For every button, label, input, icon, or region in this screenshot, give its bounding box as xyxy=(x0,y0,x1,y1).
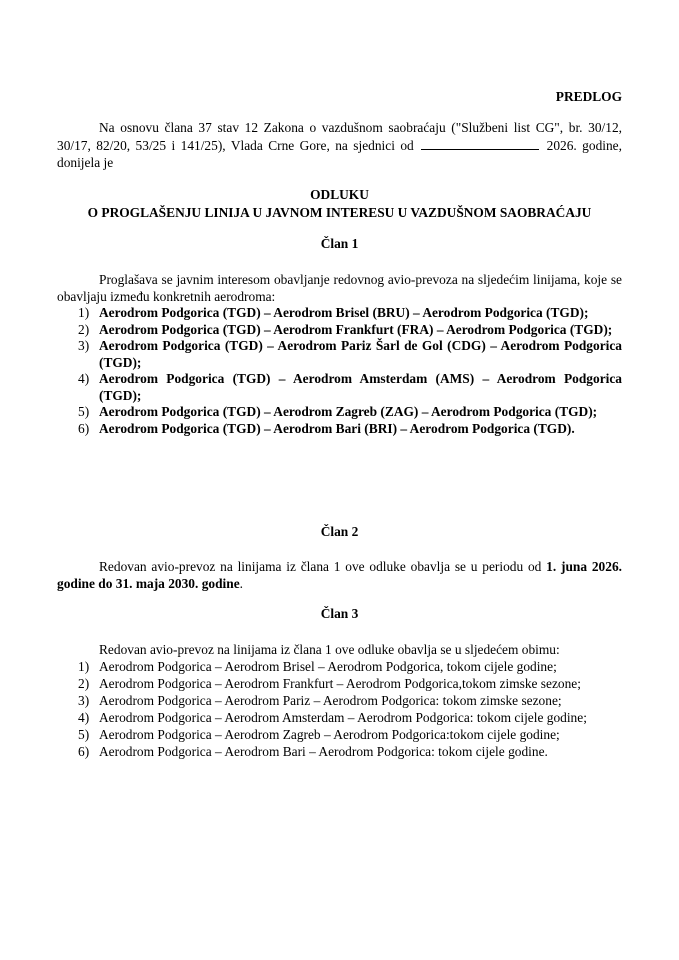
list-item: 3) Aerodrom Podgorica (TGD) – Aerodrom Pariz Šarl de Gol (CDG) – Aerodrom Podgorica (TGD); xyxy=(78,338,622,370)
clan-2-heading: Član 2 xyxy=(320,524,359,539)
list-item: 1) Aerodrom Podgorica (TGD) – Aerodrom Brisel (BRU) – Aerodrom Podgorica (TGD); xyxy=(78,305,589,320)
clan-1-intro: Proglašava se javnim interesom obavljanje redovnog avio-prevoza na sljedećim linijama, koje se obavljaju između konkretnih aerodroma: xyxy=(57,272,622,304)
list-item: 6) Aerodrom Podgorica – Aerodrom Bari – Aerodrom Podgorica: tokom cijele godine. xyxy=(78,744,548,759)
date-blank xyxy=(421,137,539,150)
list-item: 5) Aerodrom Podgorica (TGD) – Aerodrom Zagreb (ZAG) – Aerodrom Podgorica (TGD); xyxy=(78,404,598,419)
clan-2-text: Redovan avio-prevoz na linijama iz člana 1 ove odluke obavlja se u periodu od xyxy=(99,559,542,574)
title-line-1: ODLUKU xyxy=(310,187,369,202)
predlog-label: PREDLOG xyxy=(555,89,622,104)
list-item: 4) Aerodrom Podgorica (TGD) – Aerodrom Amsterdam (AMS) – Aerodrom Podgorica (TGD); xyxy=(78,371,622,403)
clan-3-heading: Član 3 xyxy=(320,606,359,621)
list-item: 2) Aerodrom Podgorica – Aerodrom Frankfurt – Aerodrom Podgorica,tokom zimske sezone; xyxy=(78,676,581,691)
preamble-text: Na osnovu člana 37 stav 12 Zakona o vazdušnom saobraćaju ("Službeni list CG", br. 30/12, 30/17, 82/20, 53/25 i 141/25), Vlada Crne Gore, na sjednici od xyxy=(57,120,622,153)
clan-1-list xyxy=(57,305,622,437)
list-item: 6) Aerodrom Podgorica (TGD) – Aerodrom Bari (BRI) – Aerodrom Podgorica (TGD). xyxy=(78,420,575,436)
clan-3-body xyxy=(57,641,622,760)
clan-2-body: Redovan avio-prevoz na linijama iz člana 1 ove odluke obavlja se u periodu od 1. juna 2026. godine do 31. maja 2030. godine. xyxy=(57,559,622,591)
list-item: 2) Aerodrom Podgorica (TGD) – Aerodrom Frankfurt (FRA) – Aerodrom Podgorica (TGD); xyxy=(78,321,613,337)
list-item: 1) Aerodrom Podgorica – Aerodrom Brisel – Aerodrom Podgorica, tokom cijele godine; xyxy=(78,659,557,674)
title-line-2: O PROGLAŠENJU LINIJA U JAVNOM INTERESU U VAZDUŠNOM SAOBRAĆAJU xyxy=(87,204,592,220)
decision-title xyxy=(57,186,622,221)
clan-3-list xyxy=(57,658,622,760)
list-item: 3) Aerodrom Podgorica – Aerodrom Pariz – Aerodrom Podgorica: tokom zimske sezone; xyxy=(78,693,562,708)
clan-1-body xyxy=(57,271,622,437)
clan-2-period: 1. juna 2026. godine do 31. maja 2030. godine xyxy=(57,559,622,591)
clan-3-intro: Redovan avio-prevoz na linijama iz člana 1 ove odluke obavlja se u sljedećem obimu: xyxy=(99,642,560,657)
clan-1-heading: Član 1 xyxy=(320,236,359,251)
list-item: 4) Aerodrom Podgorica – Aerodrom Amsterdam – Aerodrom Podgorica: tokom cijele godine; xyxy=(78,710,587,725)
list-item: 5) Aerodrom Podgorica – Aerodrom Zagreb – Aerodrom Podgorica:tokom cijele godine; xyxy=(78,727,560,742)
preamble-text-end: 2026. godine, donijela je xyxy=(57,137,622,170)
preamble xyxy=(57,119,622,172)
